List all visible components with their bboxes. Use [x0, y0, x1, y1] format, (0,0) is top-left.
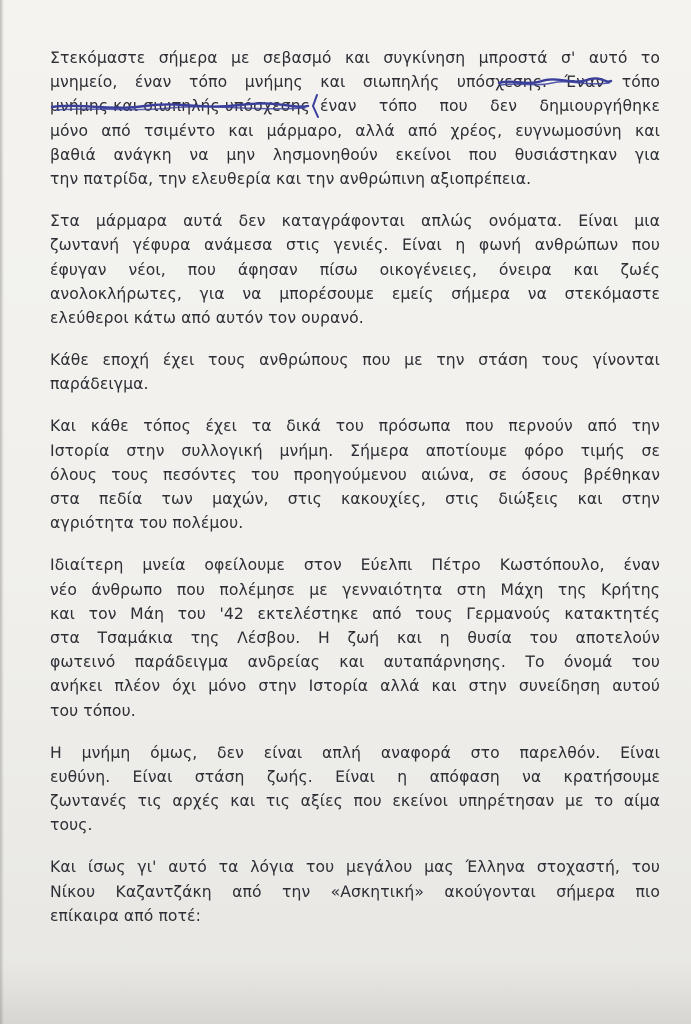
paragraph-line: νέο άνθρωπο που πολέμησε με γενναιότητα στη Μάχη της Κρήτης	[50, 580, 660, 599]
paragraph-line: έφυγαν νέοι, που άφησαν πίσω οικογένειες, όνειρα και ζωές	[50, 260, 660, 279]
paragraph-line: του τόπου.	[50, 701, 136, 720]
paragraph-line: την πατρίδα, την ελευθερία και την ανθρώπινη αξιοπρέπεια.	[50, 169, 532, 188]
paragraph-line: Κάθε εποχή έχει τους ανθρώπους που με την στάση τους γίνονται	[50, 351, 660, 370]
paragraph-line: στα πεδία των μαχών, στις κακουχίες, στις διώξεις και στην	[50, 490, 660, 508]
paragraph-line: ευθύνη. Είναι στάση ζωής. Είναι η απόφαση να κρατήσουμε	[50, 767, 660, 786]
inserted-phrase: έναν τόπο που δεν δημιουργήθηκε	[320, 97, 660, 116]
paragraph-line: όλους τους πεσόντες του προηγούμενου αιώνα, σε όσους βρέθηκαν	[50, 465, 660, 484]
paragraph-5	[50, 553, 660, 722]
document-body	[50, 46, 660, 946]
paragraph-1	[50, 46, 660, 191]
paragraph-line: Η μνήμη όμως, δεν είναι απλή αναφορά στο παρελθόν. Είναι	[50, 743, 660, 762]
paragraph-line: ζωντανή γέφυρα ανάμεσα στις γενιές. Είναι η φωνή ανθρώπων που	[50, 236, 660, 255]
paragraph-line: Ιστορία στην συλλογική μνήμη. Σήμερα αποτίουμε φόρο τιμής σε	[50, 441, 660, 460]
paragraph-line: Και κάθε τόπος έχει τα δικά του πρόσωπα που περνούν από την	[50, 417, 660, 436]
paragraph-7	[50, 855, 660, 928]
paragraph-line: τους.	[50, 816, 93, 835]
paragraph-line: Νίκου Καζαντζάκη από την «Ασκητική» ακούγονται σήμερα πιο	[50, 882, 660, 901]
paragraph-line: παράδειγμα.	[50, 375, 149, 394]
paragraph-line-with-strikethrough	[50, 70, 660, 94]
paragraph-line: Στα μάρμαρα αυτά δεν καταγράφονται απλώς ονόματα. Είναι μια	[50, 212, 660, 231]
paragraph-line: και τον Μάη του '42 εκτελέστηκε από τους Γερμανούς κατακτητές	[50, 604, 660, 623]
paragraph-line: αγριότητα του πολέμου.	[50, 514, 244, 533]
paragraph-4	[50, 414, 660, 535]
paragraph-2	[50, 209, 660, 330]
paragraph-3	[50, 348, 660, 396]
paragraph-line: βαθιά ανάγκη να μην λησμονηθούν εκείνοι που θυσιάστηκαν για	[50, 145, 660, 164]
paragraph-line: ανολοκλήρωτες, για να μπορέσουμε εμείς σήμερα να στεκόμαστε	[50, 284, 660, 303]
paragraph-line: μόνο από τσιμέντο και μάρμαρο, αλλά από χρέος, ευγνωμοσύνη και	[50, 121, 660, 140]
paragraph-line: στα Τσαμάκια της Λέσβου. Η ζωή και η θυσία του αποτελούν	[50, 628, 660, 647]
paragraph-line: ανήκει πλέον όχι μόνο στην Ιστορία αλλά και στην συνείδηση αυτού	[50, 677, 660, 696]
paragraph-6	[50, 741, 660, 838]
paragraph-line: μνημείο, έναν τόπο μνήμης και σιωπηλής υπόσχεσης. Έναν τόπο	[50, 73, 660, 92]
paragraph-line: φωτεινό παράδειγμα ανδρείας και αυταπάρνησης. Το όνομά του	[50, 653, 660, 672]
paragraph-line: ζωντανές τις αρχές και τις αξίες που εκείνοι υπηρέτησαν με το αίμα	[50, 792, 660, 811]
paragraph-line: ελεύθεροι κάτω από αυτόν τον ουρανό.	[50, 308, 364, 327]
paragraph-line: Στεκόμαστε σήμερα με σεβασμό και συγκίνηση μπροστά σ' αυτό το	[50, 49, 660, 67]
struck-phrase: μνήμης και σιωπηλής υπόσχεσης	[50, 97, 310, 116]
page-left-edge-shadow	[0, 0, 4, 1024]
paragraph-line: Και ίσως γι' αυτό τα λόγια του μεγάλου μας Έλληνα στοχαστή, του	[50, 858, 660, 877]
paragraph-line-with-insertion	[50, 94, 660, 118]
paragraph-line: Ιδιαίτερη μνεία οφείλουμε στον Εύελπι Πέτρο Κωστόπουλο, έναν	[50, 556, 660, 575]
page-bottom-shadow	[0, 964, 691, 1024]
paragraph-line: επίκαιρα από ποτέ:	[50, 906, 201, 925]
